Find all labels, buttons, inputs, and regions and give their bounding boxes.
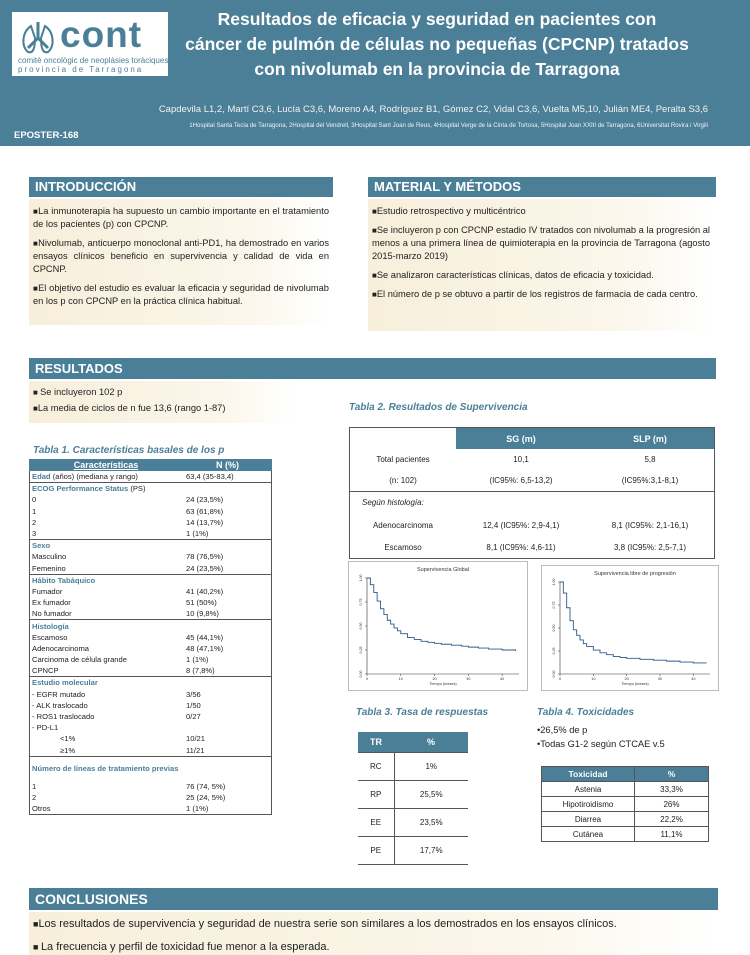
y-tick-label: 0.75 xyxy=(359,598,363,606)
table-row: Masculino 78 (76,5%) xyxy=(32,552,224,562)
table-row: RC 1% xyxy=(358,753,468,781)
results-heading-bar xyxy=(29,358,716,379)
table1-col-header: Características xyxy=(29,459,183,471)
table2-col-header: SG (m) xyxy=(456,428,586,449)
x-tick-label: 40 xyxy=(499,677,505,681)
poster-title xyxy=(172,7,702,82)
table-row: Según histología: xyxy=(362,498,424,507)
x-tick-label: 0 xyxy=(558,677,562,681)
methods-heading-bar xyxy=(368,177,716,197)
intro-bullet: ■La inmunoterapia ha supuesto un cambio importante en el tratamiento de los pacientes (p) con CPCNP. xyxy=(33,206,329,229)
table1-group-molecular xyxy=(29,677,272,756)
table-row: 1 76 (74, 5%) xyxy=(32,781,226,791)
table4-header-row xyxy=(542,767,709,782)
table-row: - ROS1 traslocado 0/27 xyxy=(32,712,201,722)
table4-notes xyxy=(537,723,665,751)
methods-box xyxy=(368,199,716,331)
table-row: - ALK traslocado 1/50 xyxy=(32,700,201,710)
title-line: Resultados de eficacia y seguridad en pacientes con xyxy=(217,9,657,29)
table-row: 3 1 (1%) xyxy=(32,529,209,539)
x-tick-label: 10 xyxy=(591,677,596,681)
methods-heading: MATERIAL Y MÉTODOS xyxy=(368,177,716,197)
y-tick-label: 0.50 xyxy=(359,622,363,630)
table-row: EE 23,5% xyxy=(358,809,468,837)
table-row: Fumador 41 (40,2%) xyxy=(32,586,224,596)
x-axis-label: Tiempo (meses) xyxy=(621,682,649,686)
methods-bullet: ■El número de p se obtuvo a partir de los registros de farmacia de cada centro. xyxy=(372,289,698,299)
x-tick-label: 0 xyxy=(365,677,369,681)
table3-header-row xyxy=(358,732,468,753)
table-row: Histología xyxy=(32,621,69,631)
eposter-id: EPOSTER-168 xyxy=(14,130,79,141)
table-row: No fumador 10 (9,8%) xyxy=(32,609,219,619)
conclusions-heading: CONCLUSIONES xyxy=(29,888,718,910)
table3-col-header: % xyxy=(394,732,468,753)
survival-curve xyxy=(560,582,707,663)
table4-col-header: % xyxy=(635,767,709,782)
y-tick-label: 0.00 xyxy=(359,670,363,678)
x-tick-label: 20 xyxy=(432,677,437,681)
table-row: 1 63 (61,8%) xyxy=(32,506,224,516)
table-row: Número de líneas de tratamiento previas xyxy=(32,764,179,774)
table-row: ≥1% 11/21 xyxy=(60,745,205,755)
table-row: Cutánea 11,1% xyxy=(542,827,709,842)
y-tick-label: 0.25 xyxy=(552,647,556,655)
table4-caption: Tabla 4. Toxicidades xyxy=(537,707,635,718)
y-tick-label: 0.00 xyxy=(552,670,556,678)
table-row: Adenocarcinoma 12,4 (IC95%: 2,9-4,1) 8,1 (IC95%: 2,1-16,1) xyxy=(372,520,689,530)
lung-logo-icon xyxy=(18,18,58,58)
table-row: Sexo xyxy=(32,541,51,551)
km-chart-progression-free xyxy=(541,565,719,691)
intro-heading-bar xyxy=(29,177,333,197)
table1-group-histologia xyxy=(29,620,272,677)
x-tick-label: 10 xyxy=(398,677,403,681)
table-row: Otros 1 (1%) xyxy=(32,804,209,814)
logo-subtitle: comitè oncològic de neoplàsies toràciques xyxy=(18,56,169,65)
results-summary-box xyxy=(29,381,297,423)
table2-caption: Tabla 2. Resultados de Supervivencia xyxy=(349,402,528,413)
table-row: - PD-L1 xyxy=(32,723,59,733)
methods-bullet: ■Estudio retrospectivo y multicéntrico xyxy=(372,206,526,216)
table3 xyxy=(358,732,468,865)
table2 xyxy=(349,427,715,559)
x-tick-label: 30 xyxy=(466,677,471,681)
affiliation-list: 1Hospital Santa Tecla de Tarragona, 2Hospital del Vendrell, 3Hospital Sant Joan de Reus, 4Hospital Verge de la Cinta de Tortosa, 5Hospital Joan XXIII de Tarragona, 6Universitat Rovira i Virgili xyxy=(189,122,708,129)
conclusion-bullet: ■ La frecuencia y perfil de toxicidad fue menor a la esperada. xyxy=(33,941,330,953)
x-axis-label: Tiempo (meses) xyxy=(429,682,457,686)
chart-title: Supervivencia libre de progresión xyxy=(594,571,676,577)
table2-col-header: SLP (m) xyxy=(586,428,714,449)
table-row: Estudio molecular xyxy=(32,678,98,688)
x-tick-label: 20 xyxy=(624,677,629,681)
table-row: 2 25 (24, 5%) xyxy=(32,792,226,802)
table4-col-header: Toxicidad xyxy=(542,767,635,782)
table1-header-row xyxy=(29,459,272,471)
table-row: 2 14 (13,7%) xyxy=(32,517,224,527)
table-row: 0 24 (23,5%) xyxy=(32,495,224,505)
table1 xyxy=(29,459,272,815)
toxicity-bullet: •Todas G1-2 según CTCAE v.5 xyxy=(537,739,665,749)
intro-bullet: ■Nivolumab, anticuerpo monoclonal anti-PD1, ha demostrado en varios ensayos clínicos beneficio en supervivencia y calidad de vida en CPCNP. xyxy=(33,238,329,274)
logo-wordmark: cont xyxy=(60,14,143,55)
table-row: ECOG Performance Status (PS) xyxy=(32,484,146,494)
table-row: Edad (años) (mediana y rango) 63,4 (35-83,4) xyxy=(32,472,234,482)
table1-group-ecog xyxy=(29,483,272,540)
table1-caption: Tabla 1. Características basales de los p xyxy=(33,445,225,456)
toxicity-bullet: •26,5% de p xyxy=(537,725,588,735)
table1-group-edad xyxy=(29,471,272,483)
conclusion-bullet: ■Los resultados de supervivencia y seguridad de nuestra serie son similares a los demostrados en los ensayos clínicos. xyxy=(33,918,617,930)
table-row: Adenocarcinoma 48 (47,1%) xyxy=(32,643,224,653)
survival-curve xyxy=(367,578,516,651)
conclusions-box xyxy=(29,912,718,955)
table-row: Carcinoma de célula grande 1 (1%) xyxy=(32,655,209,665)
table-row: (n: 102) (IC95%: 6,5-13,2) (IC95%:3,1-8,1) xyxy=(350,470,714,492)
table3-caption: Tabla 3. Tasa de respuestas xyxy=(356,707,489,718)
results-heading: RESULTADOS xyxy=(29,358,716,379)
table-row: Astenia 33,3% xyxy=(542,782,709,797)
table1-col-header: N (%) xyxy=(183,459,272,471)
y-tick-label: 1.00 xyxy=(552,578,556,586)
km-chart-overall-survival xyxy=(348,561,528,691)
table-row: RP 25,5% xyxy=(358,781,468,809)
x-tick-label: 30 xyxy=(657,677,663,681)
y-tick-label: 0.75 xyxy=(552,601,556,609)
y-tick-label: 0.25 xyxy=(359,646,363,654)
table-row: Hábito Tabáquico xyxy=(32,575,96,585)
table3-col-header: TR xyxy=(358,732,394,753)
table-row: - EGFR mutado 3/56 xyxy=(32,689,201,699)
intro-heading: INTRODUCCIÓN xyxy=(29,177,333,197)
y-tick-label: 0.50 xyxy=(552,624,556,632)
table-row: <1% 10/21 xyxy=(60,734,206,744)
km-curve-chart xyxy=(542,566,718,690)
methods-bullet: ■Se incluyeron p con CPCNP estadio IV tratados con nivolumab a la progresión al menos a una primera línea de quimioterapia en la provincia de Tarragona (agosto 2015-marzo 2019) xyxy=(372,225,710,261)
author-list: Capdevila L1,2, Martí C3,6, Lucía C3,6, Moreno A4, Rodríguez B1, Gómez C2, Vidal C3,6, Vuelta M5,10, Julián ME4, Peralta S3,6 xyxy=(158,104,708,115)
poster-header xyxy=(0,0,750,146)
table-row: Femenino 24 (23,5%) xyxy=(32,563,224,573)
km-curve-chart xyxy=(349,562,527,690)
table4 xyxy=(541,766,709,842)
methods-bullet: ■Se analizaron características clínicas, datos de eficacia y toxicidad. xyxy=(372,270,654,280)
table2-header-row xyxy=(350,428,714,449)
intro-bullet: ■El objetivo del estudio es evaluar la eficacia y seguridad de nivolumab en los p con CPCNP en la práctica clínica habitual. xyxy=(33,283,329,306)
x-tick-label: 40 xyxy=(691,677,696,681)
logo-subtitle-province: provincia de Tarragona xyxy=(18,65,144,74)
table-row: PE 17,7% xyxy=(358,837,468,865)
table-row: CPNCP 8 (7,8%) xyxy=(32,666,215,676)
title-line: cáncer de pulmón de células no pequeñas (CPCNP) tratados xyxy=(185,34,689,54)
y-tick-label: 1.00 xyxy=(359,574,363,582)
results-bullet: ■La media de ciclos de n fue 13,6 (rango 1-87) xyxy=(33,403,226,413)
table-row: Diarrea 22,2% xyxy=(542,812,709,827)
conclusions-heading-bar xyxy=(29,888,718,910)
chart-title: Supervivencia Global xyxy=(417,567,469,573)
table-row: Total pacientes 10,1 5,8 xyxy=(376,455,656,464)
cont-logo xyxy=(12,12,168,76)
table-row: Ex fumador 51 (50%) xyxy=(32,598,217,608)
results-bullet: ■ Se incluyeron 102 p xyxy=(33,387,123,397)
title-line: con nivolumab en la provincia de Tarragona xyxy=(254,59,620,79)
intro-box xyxy=(29,199,333,325)
table-row: Escamoso 45 (44,1%) xyxy=(32,632,224,642)
table1-group-habito xyxy=(29,575,272,621)
table1-group-sexo xyxy=(29,540,272,575)
table-row: Escamoso 8,1 (IC95%: 4,6-11) 3,8 (IC95%: 2,5-7,1) xyxy=(384,543,687,552)
table-row: Hipotiroidismo 26% xyxy=(542,797,709,812)
table1-group-lineas xyxy=(29,757,272,816)
